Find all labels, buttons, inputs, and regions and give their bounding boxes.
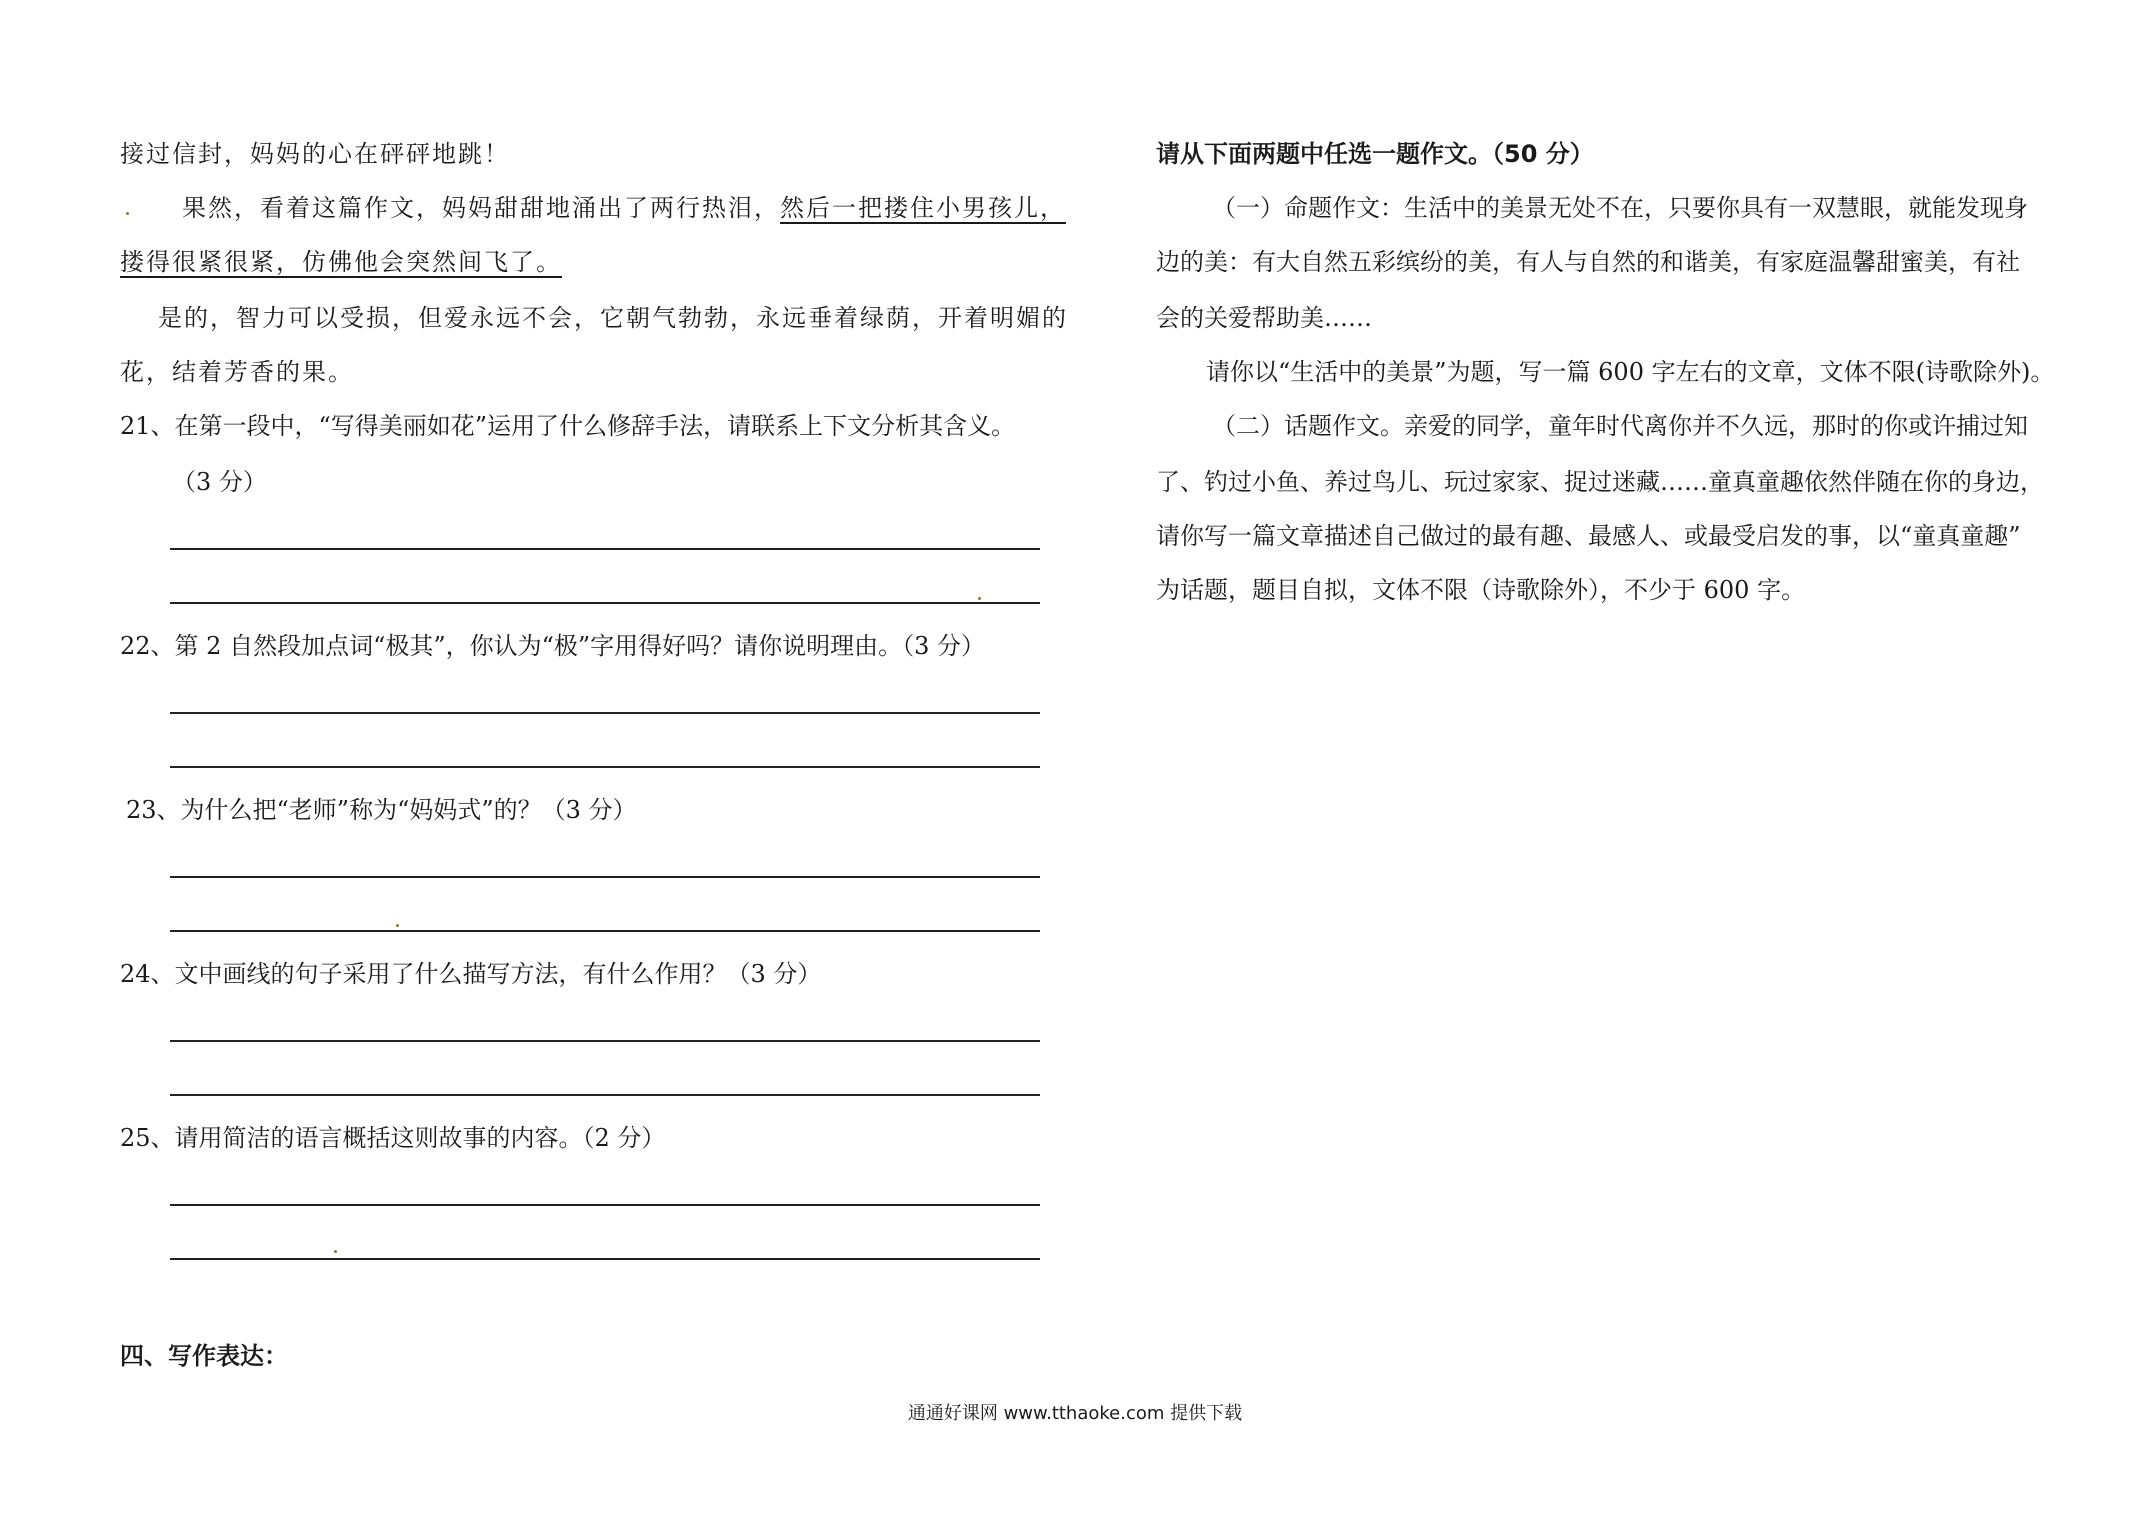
passage-line-4: 是的，智力可以受损，但爱永远不会，它朝气勃勃，永远垂着绿荫，开着明媚的 bbox=[158, 304, 1068, 332]
writing-option-1-line-3: 会的关爱帮助美…… bbox=[1156, 304, 1372, 332]
passage-line-2-plain: 果然，看着这篇作文，妈妈甜甜地涌出了两行热泪， bbox=[182, 194, 780, 222]
ink-mark bbox=[334, 1250, 337, 1253]
writing-option-2-line-3: 请你写一篇文章描述自己做过的最有趣、最感人、或最受启发的事，以“童真童趣” bbox=[1156, 522, 2021, 550]
question-25: 25、请用简洁的语言概括这则故事的内容。（2 分） bbox=[120, 1124, 666, 1152]
ink-mark bbox=[126, 212, 129, 215]
passage-line-2 bbox=[182, 192, 1066, 224]
writing-option-2-line-2: 了、钓过小鱼、养过鸟儿、玩过家家、捉过迷藏……童真童趣依然伴随在你的身边， bbox=[1156, 468, 2044, 496]
passage-line-1: 接过信封，妈妈的心在砰砰地跳！ bbox=[120, 140, 510, 168]
writing-option-2-line-1: （二）话题作文。亲爱的同学，童年时代离你并不久远，那时的你或许捕过知 bbox=[1212, 412, 2028, 440]
ink-mark bbox=[978, 597, 981, 600]
answer-line[interactable] bbox=[170, 548, 1040, 550]
question-23: 23、为什么把“老师”称为“妈妈式”的？（3 分） bbox=[126, 796, 637, 824]
answer-line[interactable] bbox=[170, 930, 1040, 932]
question-24: 24、文中画线的句子采用了什么描写方法，有什么作用？（3 分） bbox=[120, 960, 822, 988]
writing-option-1-requirement: 请你以“生活中的美景”为题，写一篇 600 字左右的文章，文体不限(诗歌除外)。 bbox=[1206, 358, 2055, 386]
answer-line[interactable] bbox=[170, 876, 1040, 878]
answer-line[interactable] bbox=[170, 1094, 1040, 1096]
section-4-title: 四、写作表达： bbox=[120, 1342, 288, 1370]
underlined-sentence-part-2: 搂得很紧很紧，仿佛他会突然间飞了。 bbox=[120, 248, 562, 276]
answer-line[interactable] bbox=[170, 1040, 1040, 1042]
underlined-sentence-part-1: 然后一把搂住小男孩儿， bbox=[780, 194, 1066, 222]
question-21-score: （3 分） bbox=[172, 468, 267, 496]
passage-line-5: 花，结着芳香的果。 bbox=[120, 358, 354, 386]
writing-option-2-line-4: 为话题，题目自拟，文体不限（诗歌除外），不少于 600 字。 bbox=[1156, 576, 1806, 604]
question-21: 21、在第一段中，“写得美丽如花”运用了什么修辞手法，请联系上下文分析其含义。 bbox=[120, 412, 1016, 440]
answer-line[interactable] bbox=[170, 1204, 1040, 1206]
answer-line[interactable] bbox=[170, 712, 1040, 714]
page-footer: 通通好课网 www.tthaoke.com 提供下载 bbox=[907, 1403, 1243, 1424]
ink-mark bbox=[396, 924, 399, 927]
question-22: 22、第 2 自然段加点词“极其”，你认为“极”字用得好吗？请你说明理由。（3 分） bbox=[120, 632, 986, 660]
answer-line[interactable] bbox=[170, 766, 1040, 768]
writing-option-1-line-2: 边的美：有大自然五彩缤纷的美，有人与自然的和谐美，有家庭温馨甜蜜美，有社 bbox=[1156, 248, 2020, 276]
writing-option-1-line-1: （一）命题作文：生活中的美景无处不在，只要你具有一双慧眼，就能发现身 bbox=[1212, 194, 2028, 222]
answer-line[interactable] bbox=[170, 602, 1040, 604]
writing-heading: 请从下面两题中任选一题作文。（50 分） bbox=[1156, 140, 1594, 168]
answer-line[interactable] bbox=[170, 1258, 1040, 1260]
